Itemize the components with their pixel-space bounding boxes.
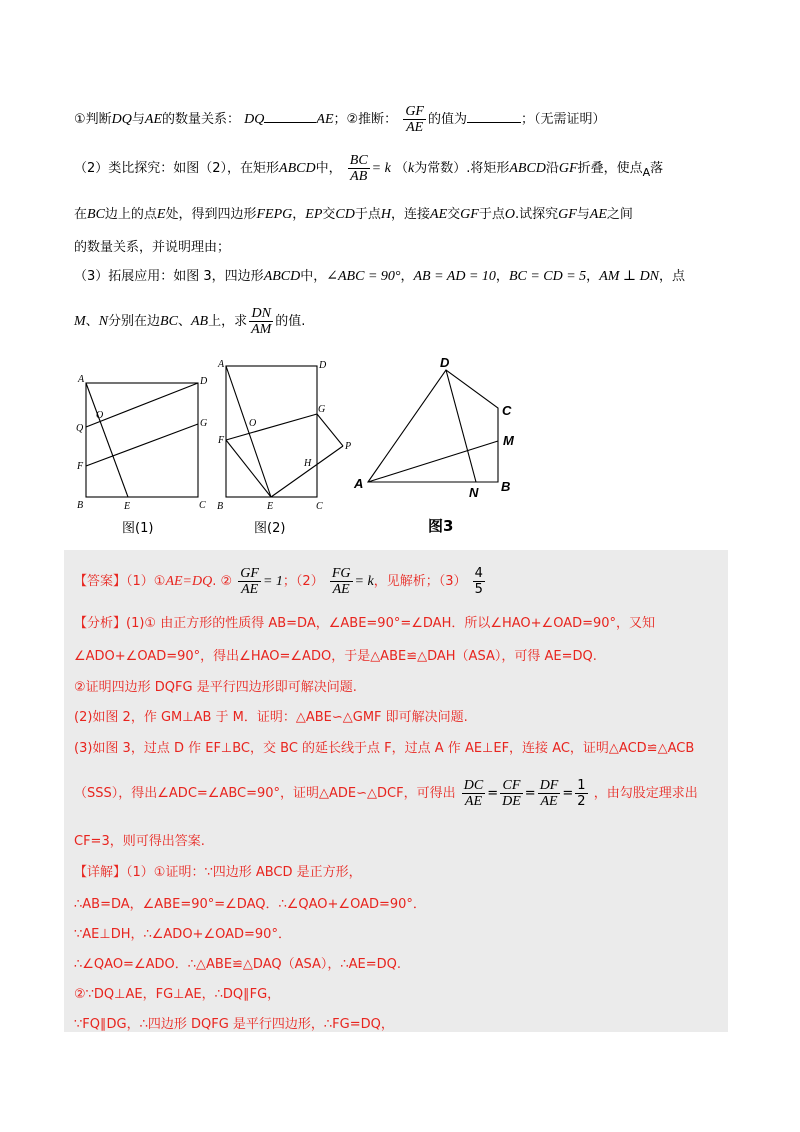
- text: ；②推断：: [333, 112, 398, 127]
- fraction-dc-ae: $\frac{DC}{AE}$: [463, 778, 484, 809]
- fig1-label-f: F: [77, 461, 84, 472]
- fig2-line-pg: [317, 414, 343, 446]
- text: 的数量关系：: [162, 112, 241, 127]
- fig1-caption: 图(1): [122, 521, 154, 536]
- fig2-label-p: P: [345, 441, 352, 452]
- fig1-label-c: C: [199, 500, 206, 511]
- q3-line1: （3）拓展应用：如图 3，四边形ABCD中，∠ABC = 90°，AB = AD = 10，BC = CD = 5，AM ⊥ DN，点: [74, 269, 686, 284]
- fig1-label-b: B: [77, 500, 84, 511]
- answer-blank-2[interactable]: [467, 122, 521, 123]
- fig3-label-a: A: [354, 476, 364, 491]
- q2-line2: 在BC边上的点E处，得到四边形FEPG，EP交CD于点H，连接AE交GF于点O.试探究GF与AE之间: [74, 207, 633, 222]
- text: 与: [131, 112, 145, 127]
- fig3-caption: 图3: [428, 517, 454, 535]
- text: ；（无需证明）: [521, 112, 606, 127]
- fig2-label-h: H: [304, 458, 312, 469]
- analysis-line-2: ∠ADO+∠OAD=90°，得出∠HAO=∠ADO，于是△ABE≌△DAH（ASA），可得 AE=DQ.: [74, 649, 597, 664]
- analysis-line-1: 【分析】(1)① 由正方形的性质得 AB=DA，∠ABE=90°=∠DAH．所以∠HAO+∠OAD=90°，又知: [74, 616, 656, 631]
- fraction-gf-ae: $\frac{GF}{AE}$: [405, 104, 424, 135]
- fraction-fg-ae: $\frac{FG}{AE}$: [331, 566, 351, 597]
- fig1-label-a: A: [78, 374, 85, 385]
- fig2-label-b: B: [217, 501, 224, 512]
- q2-line1: （2）类比探究：如图（2），在矩形ABCD中， $\frac{BC}{AB}$ = k （k为常数）.将矩形ABCD沿GF折叠，使点$_A$落: [74, 153, 664, 184]
- fraction-gf-ae: $\frac{GF}{AE}$: [240, 566, 259, 597]
- analysis-tag: 【分析】: [74, 616, 127, 631]
- fig2-line-fe: [226, 440, 271, 497]
- geometry-figures: [60, 350, 540, 540]
- q2-line3: 的数量关系，并说明理由；: [74, 240, 231, 255]
- fig2-label-f: F: [218, 435, 225, 446]
- fig1-square: [86, 383, 198, 497]
- fraction-bc-ab: $\frac{BC}{AB}$: [349, 153, 368, 184]
- detail-line-1: 【详解】（1）①证明：∵四边形 ABCD 是正方形，: [74, 865, 362, 880]
- fig3-quad: [368, 370, 498, 482]
- fig2-rect: [226, 366, 317, 497]
- fig2-label-e: E: [267, 501, 274, 512]
- fig2-caption: 图(2): [254, 521, 286, 536]
- detail-line-4: ∴∠QAO=∠ADO．∴△ABE≌△DAQ（ASA），∴AE=DQ.: [74, 957, 402, 972]
- fig3-label-b: B: [501, 479, 511, 494]
- fig2-line-fg: [226, 414, 317, 440]
- fig2-label-a: A: [218, 359, 225, 370]
- fig2-line-ae: [226, 366, 271, 497]
- fig3-label-m: M: [503, 433, 514, 448]
- answer-tag: 【答案】: [74, 574, 127, 589]
- fig3-label-d: D: [440, 355, 450, 370]
- fraction-cf-de: $\frac{CF}{DE}$: [502, 778, 521, 809]
- fraction-1-2: $\frac{1}{2}$: [577, 778, 586, 809]
- detail-line-5: ②∵DQ⊥AE，FG⊥AE，∴DQ∥FG，: [74, 987, 281, 1002]
- fig1-line-ae: [86, 383, 128, 497]
- fig3-line-am: [368, 441, 498, 482]
- fig3-line-dn: [446, 370, 476, 482]
- detail-line-6: ∵FQ∥DG，∴四边形 DQFG 是平行四边形，∴FG=DQ，: [74, 1017, 394, 1032]
- fig2-label-d: D: [319, 360, 327, 371]
- math-ae: AE: [144, 112, 163, 127]
- analysis-line-3: ②证明四边形 DQFG 是平行四边形即可解决问题.: [74, 680, 357, 695]
- fig3-label-n: N: [469, 485, 479, 500]
- fig1-label-d: D: [200, 376, 208, 387]
- analysis-line-5: (3)如图 3，过点 D 作 EF⊥BC，交 BC 的延长线于点 F，过点 A 作 AE⊥EF，连接 AC，证明△ACD≌△ACB: [74, 741, 695, 756]
- q1-line: [74, 104, 606, 135]
- fraction-df-ae: $\frac{DF}{AE}$: [539, 778, 559, 809]
- detail-line-3: ∵AE⊥DH，∴∠ADO+∠OAD=90°．: [74, 927, 291, 942]
- text: ①判断: [74, 112, 112, 127]
- fig2-label-o: O: [249, 418, 257, 429]
- fig3-label-c: C: [502, 403, 512, 418]
- detail-tag: 【详解】: [74, 865, 127, 880]
- analysis-line-7: CF=3，则可得出答案.: [74, 834, 205, 849]
- fig1-label-o: O: [96, 410, 104, 421]
- math-dq: DQ: [244, 112, 265, 127]
- fig1-label-e: E: [124, 501, 131, 512]
- fig1-label-g: G: [200, 418, 208, 429]
- answer-line: 【答案】（1）①AE=DQ. ② $\frac{GF}{AE}$ = 1；（2） $\frac{FG}{AE}$ = k，见解析；（3） $\frac{4}{5}$: [74, 566, 483, 597]
- math-dq: DQ: [111, 112, 132, 127]
- fig2-line-ep: [271, 446, 343, 497]
- fraction-dn-am: $\frac{DN}{AM}$: [251, 306, 272, 337]
- text: 的值为: [427, 112, 467, 127]
- analysis-line-4: (2)如图 2，作 GM⊥AB 于 M．证明：△ABE∽△GMF 即可解决问题.: [74, 710, 468, 725]
- detail-line-2: ∴AB=DA，∠ABE=90°=∠DAQ．∴∠QAO+∠OAD=90°．: [74, 897, 426, 912]
- fig2-label-g: G: [318, 404, 326, 415]
- q3-line2: M、N分别在边BC、AB上，求 $\frac{DN}{AM}$ 的值.: [74, 306, 306, 337]
- fig2-label-c: C: [316, 501, 323, 512]
- math-ae: AE: [316, 112, 334, 127]
- answer-blank-1[interactable]: [264, 122, 316, 123]
- fraction-4-5: $\frac{4}{5}$: [474, 566, 483, 597]
- fig1-label-q: Q: [76, 423, 84, 434]
- fig1-line-fg: [86, 424, 198, 466]
- analysis-line-6: （SSS），得出∠ADC=∠ABC=90°，证明△ADE∽△DCF，可得出 $\frac{DC}{AE}$ = $\frac{CF}{DE}$ = $\frac{DF}{AE}$ = $\frac{1}{2}$ ，由勾股定理求出: [74, 778, 698, 809]
